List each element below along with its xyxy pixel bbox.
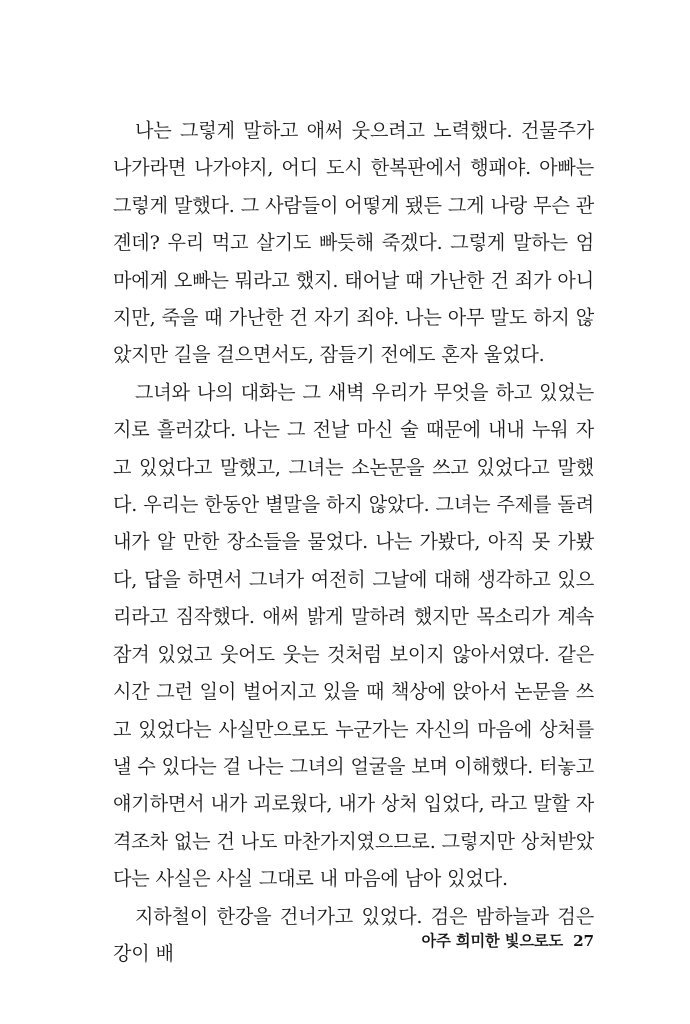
page-footer (113, 930, 594, 951)
paragraph-1: 나는 그렇게 말하고 애써 웃으려고 노력했다. 건물주가 나가라면 나가야지, 어디 도시 한복판에서 행패야. 아빠는 그렇게 말했다. 그 사람들이 어떻게 됐든 그게 나랑 무슨 관곈데? 우리 먹고 살기도 빠듯해 죽겠다. 그렇게 말하는 엄마에게 오빠는 뭐라고 했지. 태어날 때 가난한 건 죄가 아니지만, 죽을 때 가난한 건 자기 죄야. 나는 아무 말도 하지 않았지만 길을 걸으면서도, 잠들기 전에도 혼자 울었다. (113, 119, 594, 367)
paragraph-2: 그녀와 나의 대화는 그 새벽 우리가 무엇을 하고 있었는지로 흘러갔다. 나는 그 전날 마신 술 때문에 내내 누워 자고 있었다고 말했고, 그녀는 소논문을 쓰고 있었다고 말했다. 우리는 한동안 별말을 하지 않았다. 그녀는 주제를 돌려 내가 알 만한 장소들을 물었다. 나는 가봤다, 아직 못 가봤다, 답을 하면서 그녀가 여전히 그날에 대해 생각하고 있으리라고 짐작했다. 애써 밝게 말하려 했지만 목소리가 계속 잠겨 있었고 웃어도 웃는 것처럼 보이지 않아서였다. 같은 시간 그런 일이 벌어지고 있을 때 책상에 앉아서 논문을 쓰고 있었다는 사실만으로도 누군가는 자신의 마음에 상처를 낼 수 있다는 걸 나는 그녀의 얼굴을 보며 이해했다. 터놓고 얘기하면서 내가 괴로웠다, 내가 상처 입었다, 라고 말할 자격조차 없는 건 나도 마찬가지였으므로. 그렇지만 상처받았다는 사실은 사실 그대로 내 마음에 남아 있었다. (113, 380, 594, 891)
page-text-block (113, 112, 594, 972)
running-title: 아주 희미한 빛으로도 (421, 932, 564, 950)
page-number: 27 (573, 932, 594, 950)
paragraph-3: 지하철이 한강을 건너가고 있었다. 검은 밤하늘과 검은 강이 배 (113, 904, 594, 965)
